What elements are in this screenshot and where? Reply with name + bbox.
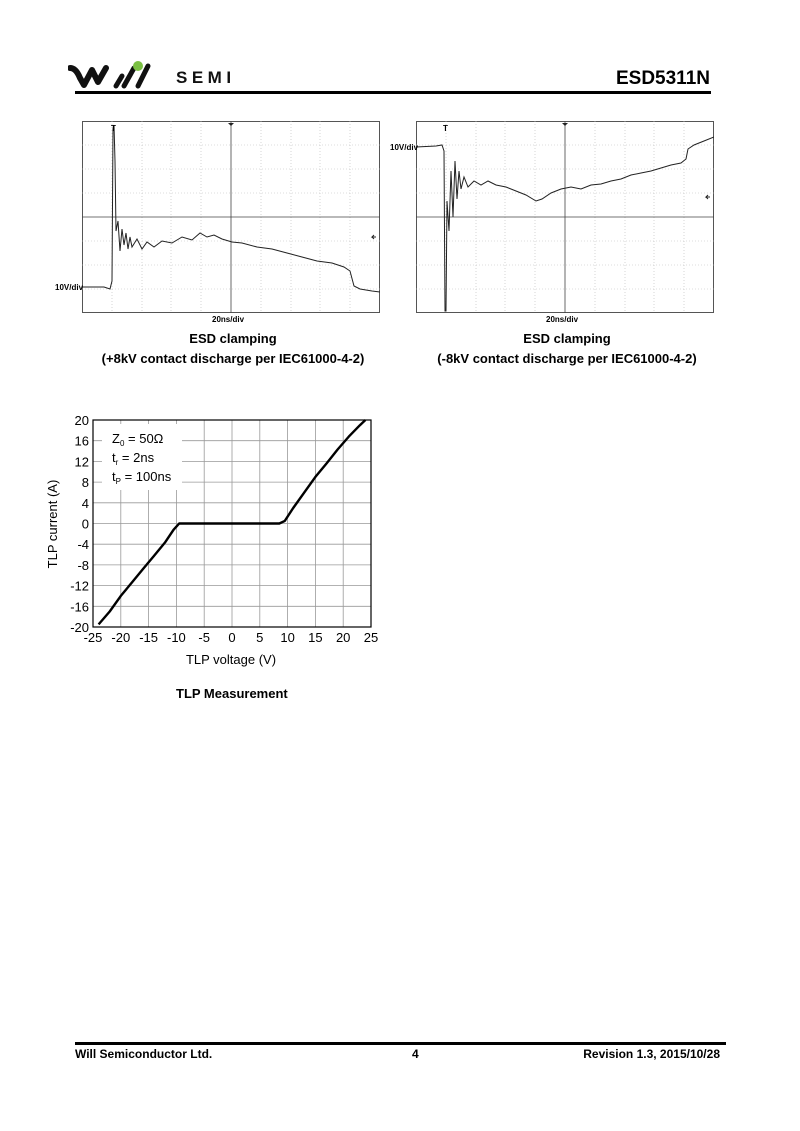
tlp-x-tick-label: 10: [280, 630, 295, 645]
tlp-y-tick-label: 20: [74, 413, 89, 428]
caption-negative-line1: ESD clamping: [523, 331, 611, 346]
tlp-y-tick-label: -4: [77, 537, 89, 553]
scope-tdiv-positive: 20ns/div: [212, 315, 245, 324]
header-rule: [75, 91, 711, 94]
scope-capture-positive: [82, 121, 380, 313]
tlp-x-axis-label: TLP voltage (V): [185, 652, 277, 667]
tlp-x-tick-label: 25: [363, 630, 379, 645]
logo-green-dot: [133, 61, 143, 71]
tlp-y-tick-label: 0: [81, 516, 89, 532]
tlp-x-tick-label: -15: [139, 630, 158, 645]
tlp-legend-z0: $Z_0 = 50\Omega$: [112, 431, 164, 448]
logo-l-mark-1: [116, 76, 122, 86]
tlp-legend-tr: $t_r = 2ns$: [112, 450, 155, 467]
document-id: ESD5311N: [615, 68, 710, 89]
trigger-marker: T: [111, 124, 116, 133]
tlp-y-tick-label: 12: [74, 454, 89, 470]
tlp-x-tick-label: 5: [256, 630, 264, 645]
scope-grid-negative: [416, 121, 714, 313]
tlp-y-tick-label: -12: [70, 578, 89, 594]
tlp-y-tick-label: 16: [74, 433, 89, 449]
tlp-y-tick-label: 4: [81, 495, 89, 511]
tlp-x-tick-label: 15: [308, 630, 323, 645]
tlp-x-tick-label: -20: [111, 630, 131, 645]
footer-rule: [75, 1042, 726, 1045]
tlp-y-tick-labels: [70, 413, 89, 635]
footer-revision: Revision 1.3, 2015/10/28: [583, 1047, 720, 1061]
caption-negative: [416, 329, 718, 369]
caption-positive-line1: ESD clamping: [189, 331, 277, 346]
tlp-legend-tp: $t_P = 100ns$: [112, 469, 172, 486]
scope-vdiv-positive: 10V/div: [55, 283, 84, 292]
tlp-x-tick-label: -10: [167, 630, 186, 645]
tlp-caption: TLP Measurement: [176, 686, 288, 701]
tlp-x-tick-label: -25: [83, 630, 103, 645]
tlp-y-tick-label: -8: [77, 557, 89, 573]
tlp-x-tick-label: 0: [228, 630, 236, 645]
tlp-y-tick-label: -20: [70, 620, 89, 635]
footer-page-number: 4: [412, 1047, 419, 1061]
caption-positive: [82, 329, 384, 369]
trigger-marker: T: [443, 124, 448, 133]
scope-grid-positive: [82, 121, 380, 313]
tlp-x-tick-labels: [84, 630, 379, 645]
footer-company: Will Semiconductor Ltd.: [75, 1047, 213, 1061]
tlp-x-tick-label: -5: [198, 630, 210, 645]
logo-l-mark-2: [124, 68, 134, 86]
tlp-x-tick-label: 20: [335, 630, 351, 645]
caption-negative-line2: (-8kV contact discharge per IEC61000-4-2): [437, 351, 697, 366]
tlp-y-tick-label: -16: [70, 599, 89, 615]
scope-vdiv-negative: 10V/div: [390, 143, 419, 152]
scope-capture-negative: [416, 121, 714, 313]
scope-tdiv-negative: 20ns/div: [546, 315, 579, 324]
caption-positive-line2: (+8kV contact discharge per IEC61000-4-2): [101, 351, 365, 366]
tlp-y-tick-label: 8: [81, 475, 89, 491]
logo-text: SEMI: [176, 68, 236, 87]
tlp-chart: [40, 410, 380, 670]
tlp-y-axis-label: TLP current (A): [45, 479, 60, 569]
logo-w-mark: [70, 68, 106, 85]
